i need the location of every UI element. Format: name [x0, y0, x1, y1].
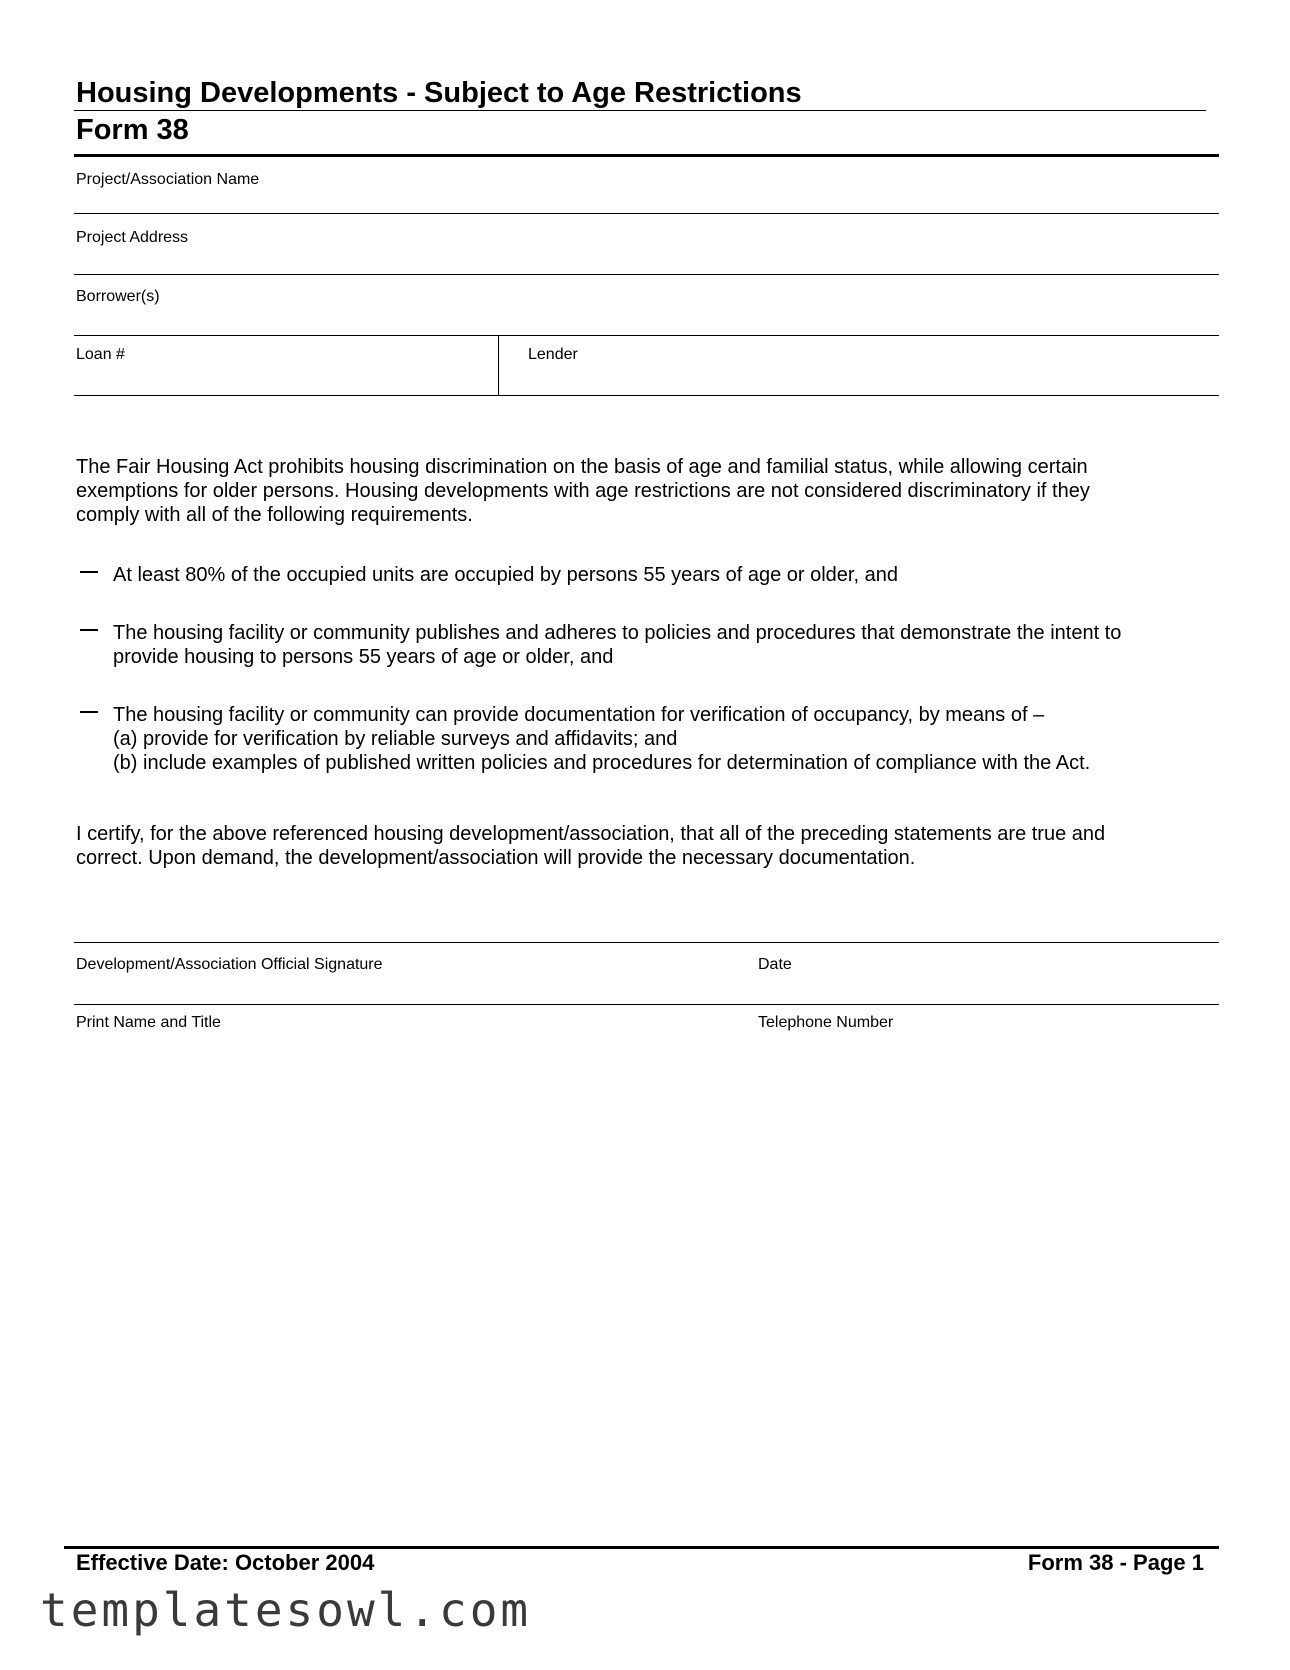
loan-number-label: Loan #: [76, 346, 125, 363]
project-address-line[interactable]: [74, 274, 1219, 275]
certification-line-2: correct. Upon demand, the development/association will provide the necessary documentation.: [76, 847, 916, 869]
requirement-1-line-1: At least 80% of the occupied units are occupied by persons 55 years of age or older, and: [113, 564, 898, 586]
watermark-logo: templatesowl.com: [40, 1583, 532, 1637]
signature-line[interactable]: [74, 942, 1219, 943]
effective-date: Effective Date: October 2004: [76, 1550, 375, 1575]
page-number: Form 38 - Page 1: [1027, 1550, 1204, 1575]
intro-line-3: comply with all of the following requirements.: [76, 504, 473, 526]
form-number: Form 38: [76, 114, 189, 146]
intro-line-1: The Fair Housing Act prohibits housing discrimination on the basis of age and familial status, while allowing certain: [76, 456, 1088, 478]
project-address-label: Project Address: [76, 229, 189, 246]
borrowers-label: Borrower(s): [76, 288, 160, 305]
loan-lender-divider: [498, 335, 499, 395]
requirement-3-line-2: (a) provide for verification by reliable surveys and affidavits; and: [113, 728, 678, 750]
form-title: Housing Developments - Subject to Age Restrictions: [76, 77, 802, 109]
loan-lender-line[interactable]: [74, 395, 1219, 396]
dash-bullet-3: [80, 711, 98, 713]
project-name-label: Project/Association Name: [76, 171, 260, 188]
borrowers-line[interactable]: [74, 335, 1219, 336]
requirement-2-line-1: The housing facility or community publishes and adheres to policies and procedures that demonstrate the intent to: [113, 622, 1122, 644]
certification-line-1: I certify, for the above referenced housing development/association, that all of the preceding statements are true and: [76, 823, 1106, 845]
dash-bullet-2: [80, 629, 98, 631]
project-name-line[interactable]: [74, 213, 1219, 214]
telephone-label: Telephone Number: [758, 1014, 894, 1031]
official-signature-label: Development/Association Official Signature: [76, 956, 383, 973]
header-divider: [74, 154, 1219, 157]
requirement-3-line-1: The housing facility or community can provide documentation for verification of occupancy, by means of –: [113, 704, 1045, 726]
print-name-line[interactable]: [74, 1004, 1219, 1005]
title-divider: [74, 110, 1206, 111]
print-name-label: Print Name and Title: [76, 1014, 221, 1031]
requirement-2-line-2: provide housing to persons 55 years of age or older, and: [113, 646, 614, 668]
requirement-3-line-3: (b) include examples of published written policies and procedures for determination of compliance with the Act.: [113, 752, 1091, 774]
date-label: Date: [758, 956, 792, 973]
intro-line-2: exemptions for older persons. Housing developments with age restrictions are not considered discriminatory if they: [76, 480, 1090, 502]
dash-bullet-1: [80, 571, 98, 573]
lender-label: Lender: [528, 346, 578, 363]
